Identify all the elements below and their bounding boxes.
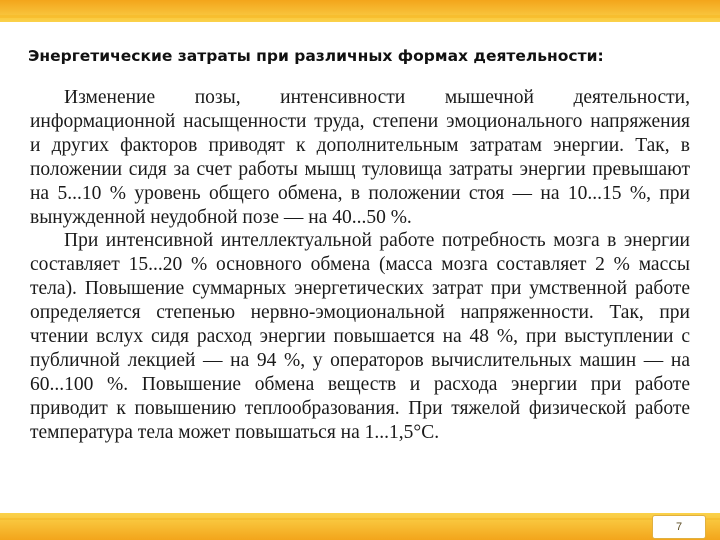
- page-number: 7: [652, 515, 706, 539]
- top-band-stripe: [0, 15, 720, 18]
- slide-body: [30, 86, 690, 445]
- bottom-band-stripe: [0, 518, 720, 520]
- bottom-decorative-band: [0, 513, 720, 540]
- body-paragraph-2: При интенсивной интеллектуальной работе потребность мозга в энергии составляет 15...20 % основного обмена (масса мозга составляет 2 % массы тела). Повышение суммарных энергетических затрат при умственной работе определяется степенью нервно-эмоциональной напряженности. Так, при чтении вслух сидя расход энергии повышается на 48 %, при выступлении с публичной лекцией — на 94 %, у операторов вычислительных машин — на 60...100 %. Повышение обмена веществ и расхода энергии при работе приводит к повышению теплообразования. При тяжелой физической работе температура тела может повышаться на 1...1,5°С.: [30, 230, 690, 443]
- slide-title: Энергетические затраты при различных формах деятельности:: [28, 47, 604, 65]
- top-decorative-band: [0, 0, 720, 22]
- body-paragraph-1: Изменение позы, интенсивности мышечной деятельности, информационной насыщенности труда, степени эмоционального напряжения и других факторов приводят к дополнительным затратам энергии. Так, в положении сидя за счет работы мышц туловища затраты энергии превышают на 5...10 % уровень общего обмена, в положении стоя — на 10...15 %, при вынужденной неудобной позе — на 40...50 %.: [30, 87, 690, 228]
